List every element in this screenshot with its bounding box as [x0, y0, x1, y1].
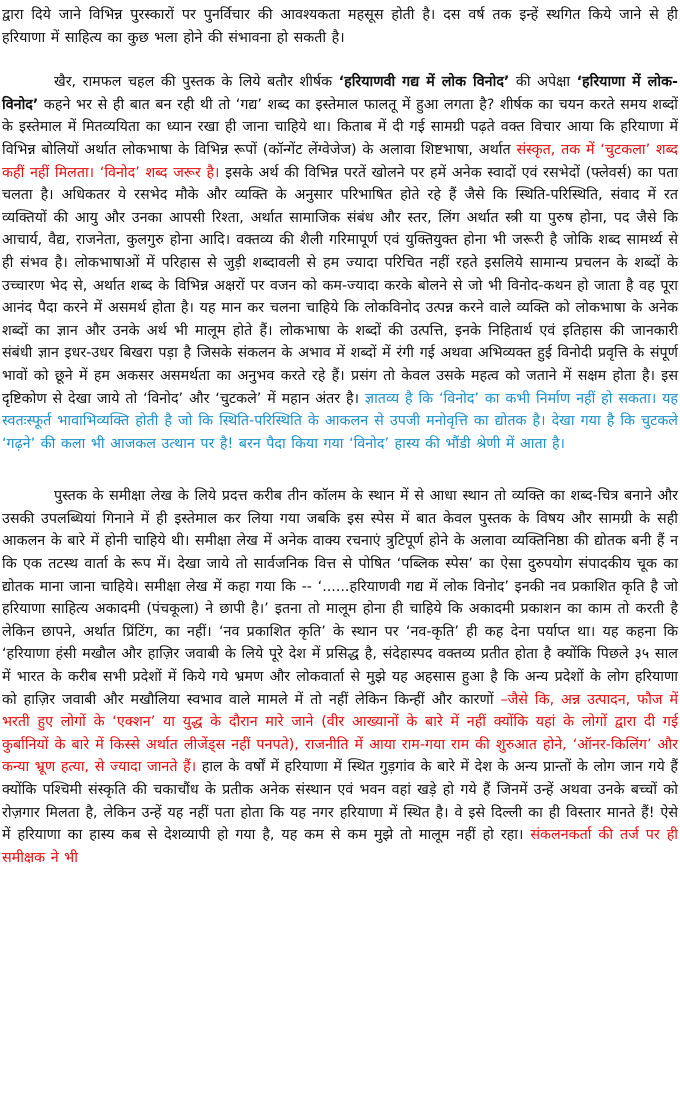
paragraph-gap	[2, 455, 678, 485]
bold-suggested-title: ‘हरियाणा में लोक-विनोद’	[2, 74, 678, 113]
paragraph-lok-vinod	[2, 71, 678, 455]
paragraph-awards	[2, 4, 678, 49]
bold-book-title: ‘हरियाणवी गद्य में लोक विनोद’	[338, 74, 510, 91]
text-run: खैर, रामफल चहल की पुस्तक के लिये बतौर शीर्षक	[54, 74, 339, 91]
text-run: कहने भर से ही बात बन रही थी तो ‘गद्य’ शब्द का इस्तेमाल फालतू में हुआ लगता है? शीर्षक का चयन करते समय शब्दों के इस्तेमाल में मितव्ययिता का ध्यान रखा ही जाना चाहिये था। किताब में दी गई सामग्री पढ़ते वक्त विचार आया कि हरियाणा में विभिन्न बोलियों अर्थात लोकभाषा के विभिन्न रूपों (कॉन्गेंट लेंग्वेजेज) के अलावा शिष्टभाषा, अर्थात	[2, 96, 678, 158]
red-highlight: संस्कृत, तक में ‘चुटकला’ शब्द कहीं नहीं मिलता। ‘विनोद’ शब्द जरूर है।	[2, 141, 678, 181]
text-run: इसके अर्थ की विभिन्न परतें खोलने पर हमें अनेक स्वादों एवं रसभेदों (फ्लेवर्स) का पता चलता है। अधिकतर ये रसभेद मौके और व्यक्ति के अनुसार परिभाषित होते रहे हैं जैसे कि स्थिति-परिस्थिति, संवाद में रत व्यक्तियों की आयु और उनका आपसी रिश्ता, अर्थात सामाजिक संबंध और स्तर, लिंग अर्थात स्त्री या पुरुष होना, पद जैसे कि आचार्य, वैद्य, राजनेता, कुलगुरु होना आदि। वक्तव्य की शैली गरिमापूर्ण एवं युक्तियुक्त होना भी जरूरी है जोकि शब्द सामर्थ्य से ही संभव है। लोकभाषाओं में परिहास से जुड़ी शब्दावली से हम ज्यादा परिचित नहीं रहते इसलिये सामान्य प्रचलन के शब्दों के उच्चारण भेद से, अर्थात शब्द के विभिन्न अक्षरों पर वजन को कम-ज्यादा करके बोलने से जो भी विनोद-कथन हो जाता है वह पूरा आनंद पैदा करने में असमर्थ होता है। यह मान कर चलना चाहिये कि लोकविनोद उत्पन्न करने वाले व्यक्ति को लोकभाषा के अनेक शब्दों का ज्ञान और उनके अर्थ भी मालूम होते हैं। लोकभाषा के शब्दों की उत्पत्ति, इनके निहितार्थ एवं इतिहास की जानकारी संबंधी ज्ञान इधर-उधर बिखरा पड़ा है जिसके संकलन के अभाव में शब्दों में रंगी गई अथवा अभिव्यक्त हुई विनोदी प्रवृत्ति के संपूर्ण भावों को छूने में हम अकसर असमर्थता का अनुभव करते रहे हैं। प्रसंग तो केवल उसके महत्व को जताने में सक्षम होता है। इस दृष्टिकोण से देखा जाये तो ‘विनोद’ और ‘चुटकले’ में महान अंतर है।	[2, 164, 679, 407]
paragraph-gap	[2, 49, 678, 71]
text-run: हाल के वर्षों में हरियाणा में स्थित गुड़गांव के बारे में देश के अन्य प्रान्तों के लोग जान गये हैं क्योंकि पश्चिमी संस्कृति की चकाचौंध के प्रतीक अनेक संस्थान एवं भवन वहां खड़े हो गये हैं जिनमें उन्हें अथवा उनके बच्चों को रोज़गार मिलता है, लेकिन उन्हें यह नहीं पता होता कि यह नगर हरियाणा में स्थित है। वे इसे दिल्ली का ही विस्तार मानते हैं! ऐसे में हरियाणा का हास्य कब से देशव्यापी हो गया है, यह कम से कम मुझे तो मालूम नहीं हो रहा।	[2, 759, 678, 844]
text-run: पुस्तक के समीक्षा लेख के लिये प्रदत्त करीब तीन कॉलम के स्थान में से आधा स्थान तो व्यक्ति का शब्द-चित्र बनाने और उसकी उपलब्धियां गिनाने में ही इस्तेमाल कर लिया गया जबकि इस स्पेस में बात केवल पुस्तक के विषय और सामग्री के सही आकलन के बारे में होनी चाहिये थी। समीक्षा लेख में अनेक वाक्य रचनाएं त्रुटिपूर्ण होने के अलावा व्यक्तिनिष्ठा की द्योतक बनी हैं न कि एक तटस्थ वार्ता के रूप में। देखा जाये तो सार्वजनिक वित्त से पोषित ‘पब्लिक स्पेस’ का ऐसा दुरुपयोग संपादकीय चूक का द्योतक माना जाना चाहिये। समीक्षा लेख में कहा गया कि -- ‘......हरियाणवी गद्य में लोक विनोद’ इनकी नव प्रकाशित कृति है जो हरियाणा साहित्य अकादमी (पंचकूला) ने छापी है।’ इतना तो मालूम होना ही चाहिये कि अकादमी प्रकाशन का काम तो करती है लेकिन छापने, अर्थात प्रिंटिंग, का नहीं। ‘नव प्रकाशित कृति’ के स्थान पर ‘नव-कृति’ ही कह देना पर्याप्त था। यह कहना कि ‘हरियाणा हंसी मखौल और हाज़िर जवाबी के लिये पूरे देश में प्रसिद्ध है, संदेहास्पद वक्तव्य प्रतीत होता है क्योंकि पिछले ३५ साल में भारत के करीब सभी प्रदेशों में किये गये भ्रमण और लोकवार्ता से मुझे यह अहसास हुआ है कि अन्य प्रदेशों के लोग हरियाणा को हाज़िर जवाबी और मखौलिया स्वभाव वाले मामले में तो नहीं लेकिन किन्हीं और कारणों	[2, 488, 678, 708]
red-highlight: संकलनकर्ता की तर्ज पर ही समीक्षक ने भी	[2, 827, 678, 866]
paragraph-review	[2, 485, 678, 869]
text-run: की अपेक्षा	[509, 74, 577, 91]
blue-highlight: ज्ञातव्य है कि ‘विनोद’ का कभी निर्माण नहीं हो सकता। यह स्वतःस्फूर्त भावाभिव्यक्ति होती है जो कि स्थिति-परिस्थिति के आकलन से उपजी मनोवृत्ति का द्योतक है। देखा गया है कि चुटकले ‘गढ़ने’ की कला भी आजकल उत्थान पर है! बरन पैदा किया गया ‘विनोद’ हास्य की भौंडी श्रेणी में आता है।	[2, 390, 678, 452]
red-highlight: –जैसे कि, अन्न उत्पादन, फौज में भरती हुए लोगों के ‘एक्शन’ या युद्ध के दौरान मारे जाने (वीर आख्यानों के बारे में नहीं क्योंकि यहां के लोगों द्वारा दी गई कुर्बानियों के बारे में किस्से अर्थात लीजेंड्स नहीं पनपते), राजनीति में आया राम-गया राम की शुरुआत होने, ‘ऑनर-किलिंग’ और कन्या भ्रूण हत्या, से ज्यादा जानते हैं।	[2, 691, 678, 776]
paragraph-text: द्वारा दिये जाने विभिन्न पुरस्कारों पर पुनर्विचार की आवश्यकता महसूस होती है। दस वर्ष तक इन्हें स्थगित किये जाने से ही हरियाणा में साहित्य का कुछ भला होने की संभावना हो सकती है।	[2, 7, 678, 46]
